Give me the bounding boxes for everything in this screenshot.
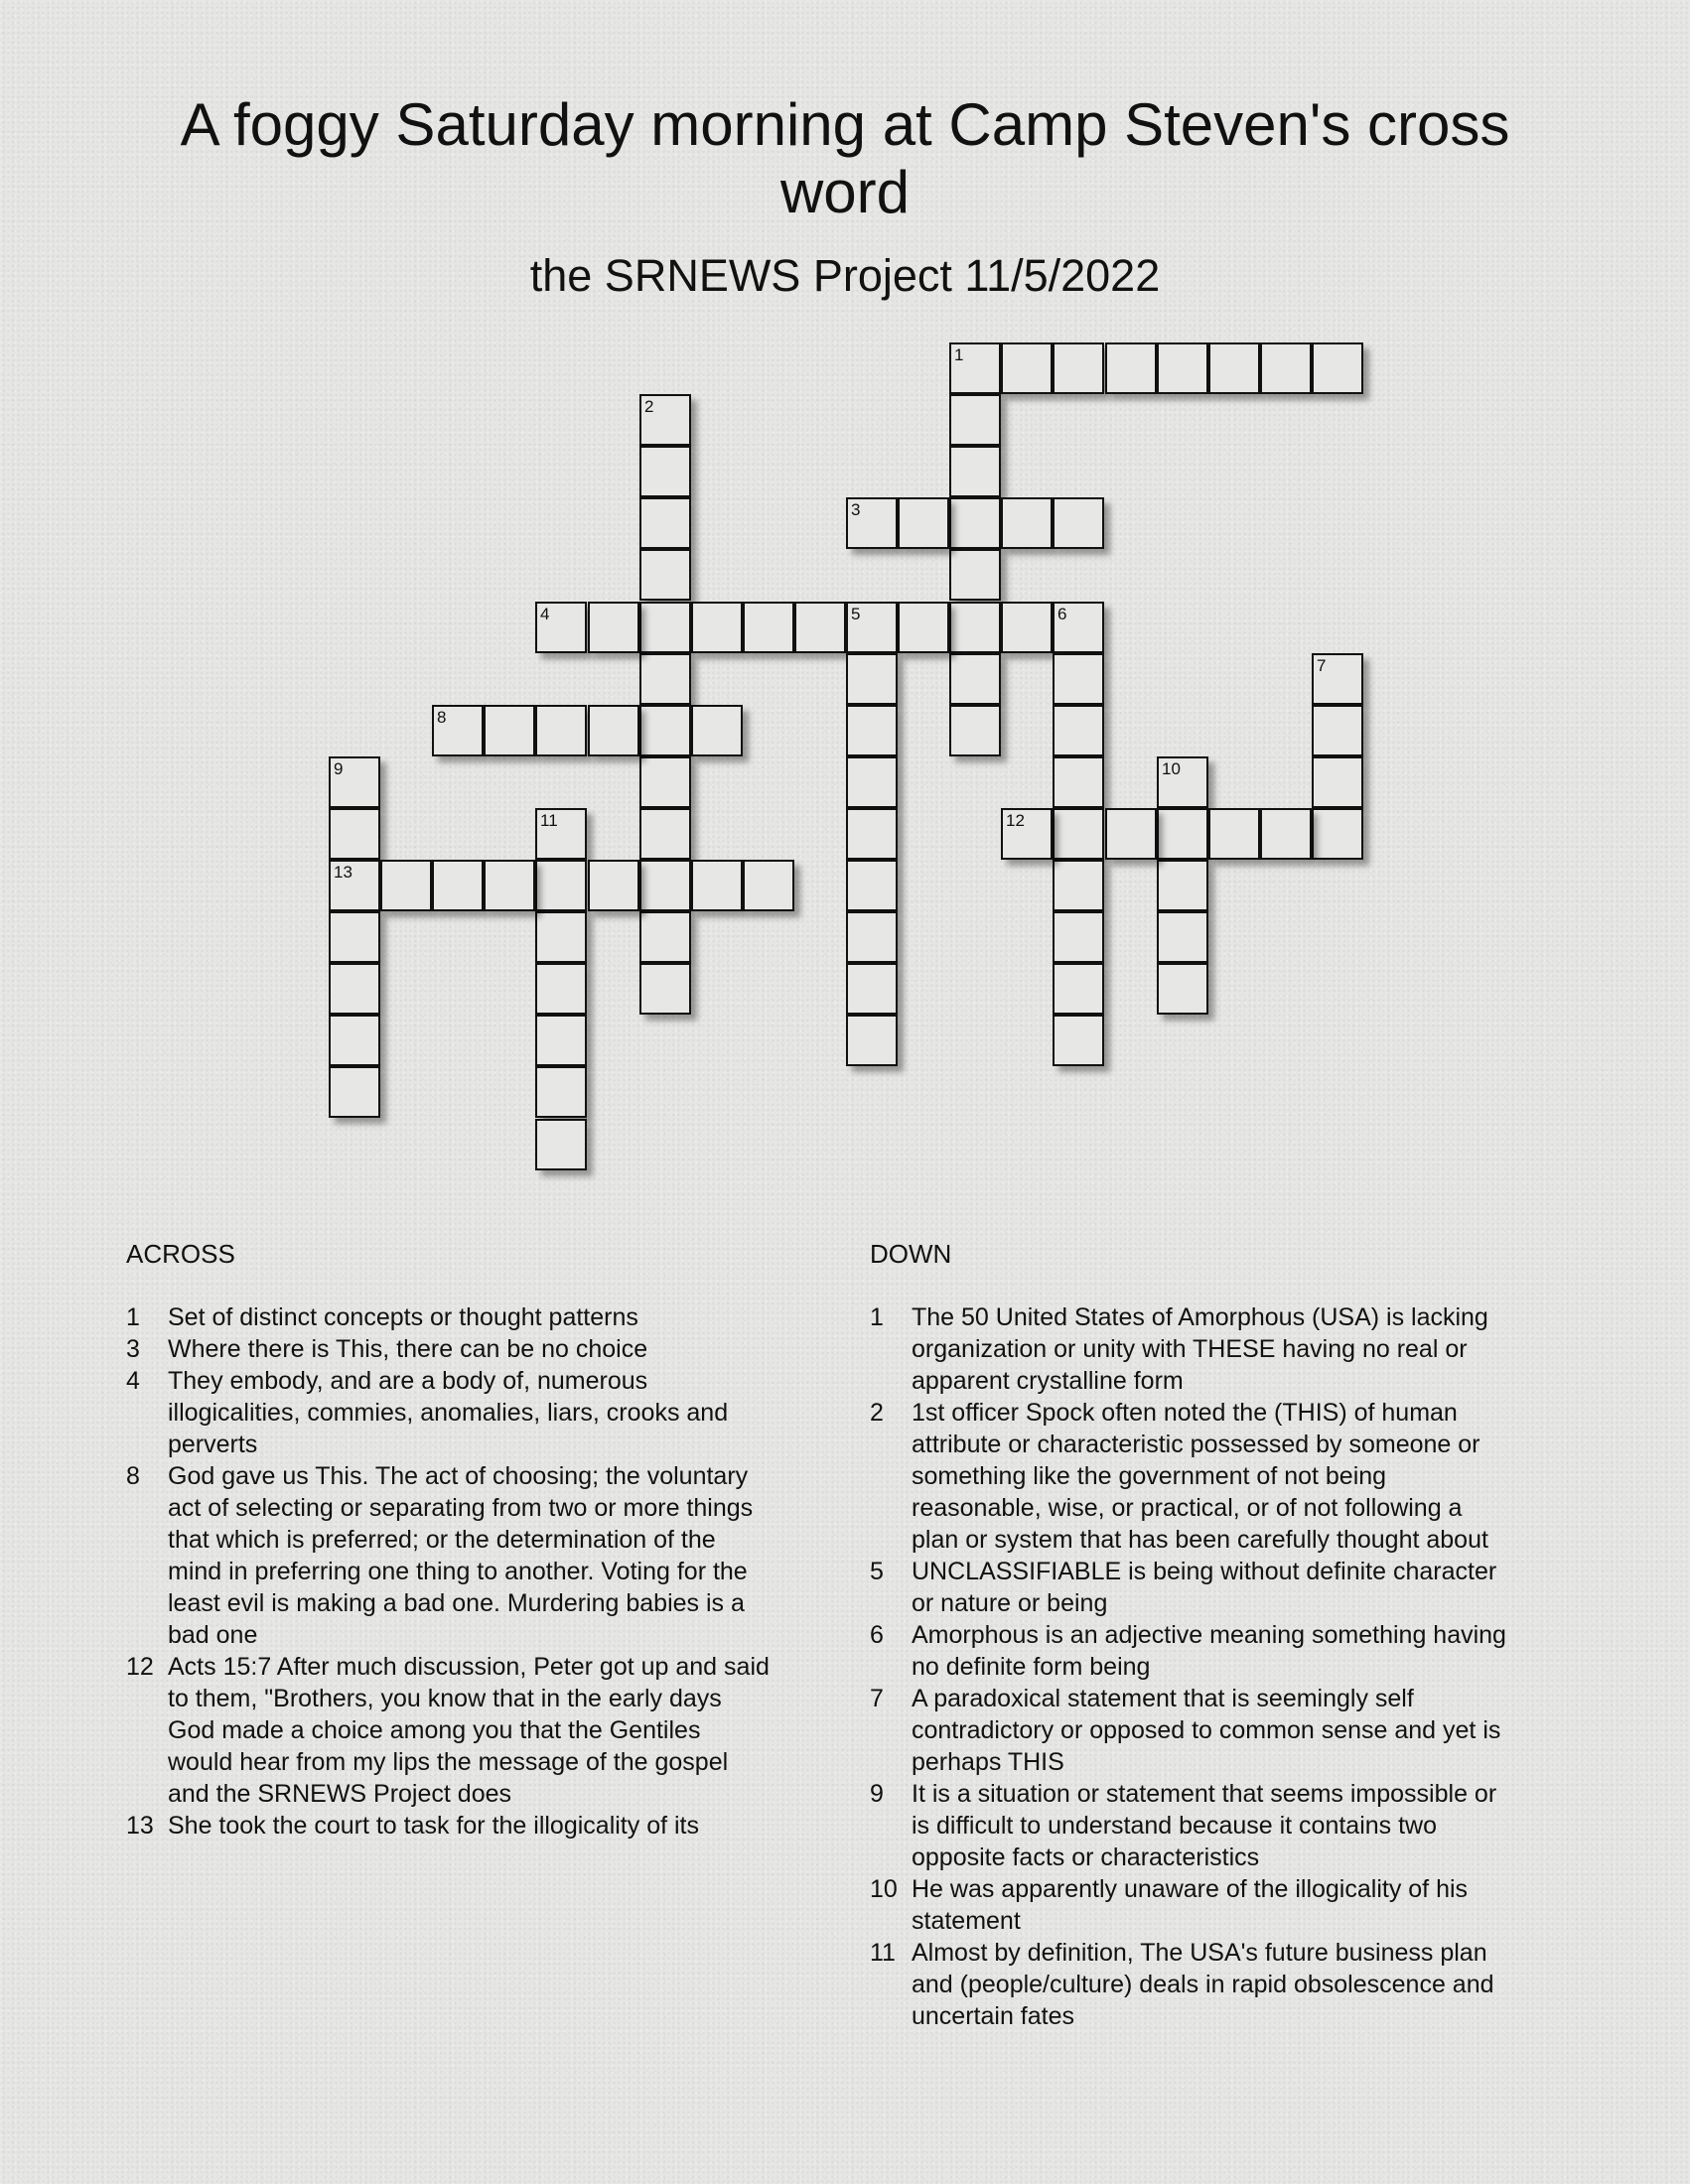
grid-cell[interactable]	[949, 602, 1001, 653]
grid-cell[interactable]	[639, 808, 691, 860]
grid-cell[interactable]	[1053, 653, 1104, 705]
grid-cell[interactable]	[1260, 342, 1312, 394]
grid-cell[interactable]	[535, 1066, 587, 1118]
grid-cell[interactable]	[898, 602, 949, 653]
clue-number: 7	[870, 1685, 884, 1712]
grid-cell[interactable]	[535, 1015, 587, 1066]
grid-cell[interactable]	[639, 602, 691, 653]
clue-text: It is a situation or statement that seems impossible or is difficult to understand because it contains two opposite facts or characteristics	[912, 1780, 1497, 1871]
grid-cell[interactable]	[1312, 342, 1363, 394]
grid-cell[interactable]	[949, 653, 1001, 705]
clue-number: 13	[126, 1812, 154, 1840]
grid-cell[interactable]	[794, 602, 846, 653]
across-clue	[126, 1810, 772, 1842]
grid-cell[interactable]	[639, 653, 691, 705]
grid-cell[interactable]	[846, 808, 898, 860]
grid-cell[interactable]	[1312, 756, 1363, 808]
clue-number: 10	[870, 1875, 898, 1903]
puzzle-title: A foggy Saturday morning at Camp Steven's cross word	[180, 91, 1510, 225]
grid-cell[interactable]	[535, 705, 587, 756]
across-clue	[126, 1301, 772, 1333]
grid-cell[interactable]	[1053, 756, 1104, 808]
grid-cell[interactable]	[846, 497, 898, 549]
grid-cell[interactable]	[639, 911, 691, 963]
down-clue	[870, 1873, 1515, 1937]
grid-cell[interactable]	[691, 705, 743, 756]
grid-cell[interactable]	[1157, 808, 1208, 860]
clue-number: 6	[870, 1621, 884, 1649]
cell-number: 4	[540, 605, 550, 623]
cell-number: 5	[851, 605, 861, 623]
grid-cell[interactable]	[949, 394, 1001, 446]
grid-cell[interactable]	[329, 963, 380, 1015]
grid-cell[interactable]	[1312, 705, 1363, 756]
grid-cell[interactable]	[1157, 963, 1208, 1015]
grid-cell[interactable]	[1312, 808, 1363, 860]
clue-text: A paradoxical statement that is seemingly self contradictory or opposed to common sense and yet is perhaps THIS	[912, 1685, 1501, 1776]
grid-cell[interactable]	[846, 756, 898, 808]
down-clue	[870, 1778, 1515, 1873]
across-clue	[126, 1651, 772, 1810]
grid-cell[interactable]	[846, 653, 898, 705]
clue-text: Almost by definition, The USA's future business plan and (people/culture) deals in rapid obsolescence and uncertain fates	[912, 1939, 1494, 2030]
grid-cell[interactable]	[1208, 808, 1260, 860]
grid-cell[interactable]	[743, 860, 794, 911]
grid-cell[interactable]	[380, 860, 432, 911]
clue-text: They embody, and are a body of, numerous illogicalities, commies, anomalies, liars, crooks and perverts	[168, 1367, 729, 1458]
cell-number: 8	[437, 708, 447, 727]
grid-cell[interactable]	[1105, 808, 1157, 860]
grid-cell[interactable]	[484, 860, 535, 911]
grid-cell[interactable]	[743, 602, 794, 653]
clue-text: Amorphous is an adjective meaning something having no definite form being	[912, 1621, 1506, 1681]
grid-cell[interactable]	[329, 860, 380, 911]
grid-cell[interactable]	[1105, 342, 1157, 394]
grid-cell[interactable]	[1157, 911, 1208, 963]
down-clue	[870, 1619, 1515, 1683]
cell-number: 13	[334, 863, 352, 882]
grid-cell[interactable]	[949, 446, 1001, 497]
grid-cell[interactable]	[639, 497, 691, 549]
clue-number: 1	[126, 1303, 140, 1331]
across-clue	[126, 1365, 772, 1460]
grid-cell[interactable]	[639, 963, 691, 1015]
grid-cell[interactable]	[1053, 705, 1104, 756]
down-clue	[870, 1937, 1515, 2032]
grid-cell[interactable]	[949, 549, 1001, 601]
grid-cell[interactable]	[535, 808, 587, 860]
down-clue-list	[870, 1301, 1515, 2032]
grid-cell[interactable]	[846, 1015, 898, 1066]
grid-cell[interactable]	[949, 705, 1001, 756]
clue-text: The 50 United States of Amorphous (USA) is lacking organization or unity with THESE having no real or apparent crystalline form	[912, 1303, 1488, 1395]
clue-number: 2	[870, 1399, 884, 1427]
down-heading: DOWN	[870, 1239, 952, 1269]
grid-cell[interactable]	[535, 911, 587, 963]
grid-cell[interactable]	[1053, 911, 1104, 963]
grid-cell[interactable]	[691, 860, 743, 911]
grid-cell[interactable]	[329, 1015, 380, 1066]
grid-cell[interactable]	[639, 705, 691, 756]
grid-cell[interactable]	[846, 963, 898, 1015]
cell-number: 10	[1162, 759, 1181, 778]
cell-number: 12	[1006, 811, 1025, 830]
grid-cell[interactable]	[1053, 497, 1104, 549]
clue-text: 1st officer Spock often noted the (THIS) of human attribute or characteristic possessed by someone or something like the government of not being reasonable, wise, or practical, or of not following a plan or system that has been carefully thought about	[912, 1399, 1488, 1554]
cell-number: 1	[954, 345, 964, 364]
cell-number: 11	[540, 811, 558, 830]
down-clue	[870, 1301, 1515, 1397]
grid-cell[interactable]	[846, 705, 898, 756]
clue-text: He was apparently unaware of the illogicality of his statement	[912, 1875, 1469, 1935]
grid-cell[interactable]	[1312, 653, 1363, 705]
across-clue	[126, 1460, 772, 1651]
clue-text: Acts 15:7 After much discussion, Peter got up and said to them, "Brothers, you know that in the early days God made a choice among you that the Gentiles would hear from my lips the message of the gospel and the SRNEWS Project does	[168, 1653, 770, 1808]
across-clue	[126, 1333, 772, 1365]
cell-number: 2	[644, 397, 654, 416]
grid-cell[interactable]	[1001, 808, 1053, 860]
clue-text: UNCLASSIFIABLE is being without definite character or nature or being	[912, 1558, 1497, 1617]
down-clue	[870, 1556, 1515, 1619]
grid-cell[interactable]	[639, 446, 691, 497]
grid-cell[interactable]	[846, 911, 898, 963]
grid-cell[interactable]	[639, 394, 691, 446]
grid-cell[interactable]	[484, 705, 535, 756]
grid-cell[interactable]	[1001, 497, 1053, 549]
grid-cell[interactable]	[1053, 808, 1104, 860]
grid-cell[interactable]	[846, 860, 898, 911]
grid-cell[interactable]	[1053, 963, 1104, 1015]
grid-cell[interactable]	[1260, 808, 1312, 860]
grid-cell[interactable]	[329, 808, 380, 860]
down-clue	[870, 1683, 1515, 1778]
grid-cell[interactable]	[535, 1119, 587, 1170]
grid-cell[interactable]	[1053, 860, 1104, 911]
clue-text: Set of distinct concepts or thought patterns	[168, 1303, 638, 1331]
grid-cell[interactable]	[432, 705, 484, 756]
grid-cell[interactable]	[639, 756, 691, 808]
cell-number: 9	[334, 759, 344, 778]
grid-cell[interactable]	[535, 963, 587, 1015]
grid-cell[interactable]	[1208, 342, 1260, 394]
clue-number: 1	[870, 1303, 884, 1331]
cell-number: 6	[1057, 605, 1067, 623]
grid-cell[interactable]	[432, 860, 484, 911]
grid-cell[interactable]	[329, 911, 380, 963]
grid-cell[interactable]	[639, 549, 691, 601]
grid-cell[interactable]	[949, 342, 1001, 394]
clue-number: 12	[126, 1653, 154, 1681]
grid-cell[interactable]	[1157, 342, 1208, 394]
clue-number: 9	[870, 1780, 884, 1808]
grid-cell[interactable]	[1157, 756, 1208, 808]
grid-cell[interactable]	[1053, 342, 1104, 394]
grid-cell[interactable]	[1001, 602, 1053, 653]
clue-text: Where there is This, there can be no choice	[168, 1335, 648, 1363]
grid-cell[interactable]	[588, 705, 639, 756]
across-clue-list	[126, 1301, 772, 1842]
clue-text: God gave us This. The act of choosing; the voluntary act of selecting or separating from two or more things that which is preferred; or the determination of the mind in preferring one thing to another. Voting for the least evil is making a bad one. Murdering babies is a bad one	[168, 1462, 754, 1649]
clue-number: 5	[870, 1558, 884, 1585]
grid-cell[interactable]	[588, 602, 639, 653]
across-heading: ACROSS	[126, 1239, 235, 1269]
grid-cell[interactable]	[329, 756, 380, 808]
puzzle-subtitle: the SRNEWS Project 11/5/2022	[529, 250, 1161, 301]
grid-cell[interactable]	[1001, 342, 1053, 394]
cell-number: 7	[1317, 656, 1327, 675]
grid-cell[interactable]	[846, 602, 898, 653]
grid-cell[interactable]	[1053, 602, 1104, 653]
grid-cell[interactable]	[1157, 860, 1208, 911]
grid-cell[interactable]	[535, 860, 587, 911]
clue-number: 11	[870, 1939, 896, 1967]
clue-number: 8	[126, 1462, 140, 1490]
grid-cell[interactable]	[588, 860, 639, 911]
grid-cell[interactable]	[639, 860, 691, 911]
grid-cell[interactable]	[1053, 1015, 1104, 1066]
grid-cell[interactable]	[898, 497, 949, 549]
grid-cell[interactable]	[691, 602, 743, 653]
down-clue	[870, 1397, 1515, 1556]
clue-number: 4	[126, 1367, 140, 1395]
grid-cell[interactable]	[329, 1066, 380, 1118]
cell-number: 3	[851, 500, 861, 519]
grid-cell[interactable]	[949, 497, 1001, 549]
grid-cell[interactable]	[535, 602, 587, 653]
clue-number: 3	[126, 1335, 140, 1363]
clue-text: She took the court to task for the illogicality of its	[168, 1812, 699, 1840]
